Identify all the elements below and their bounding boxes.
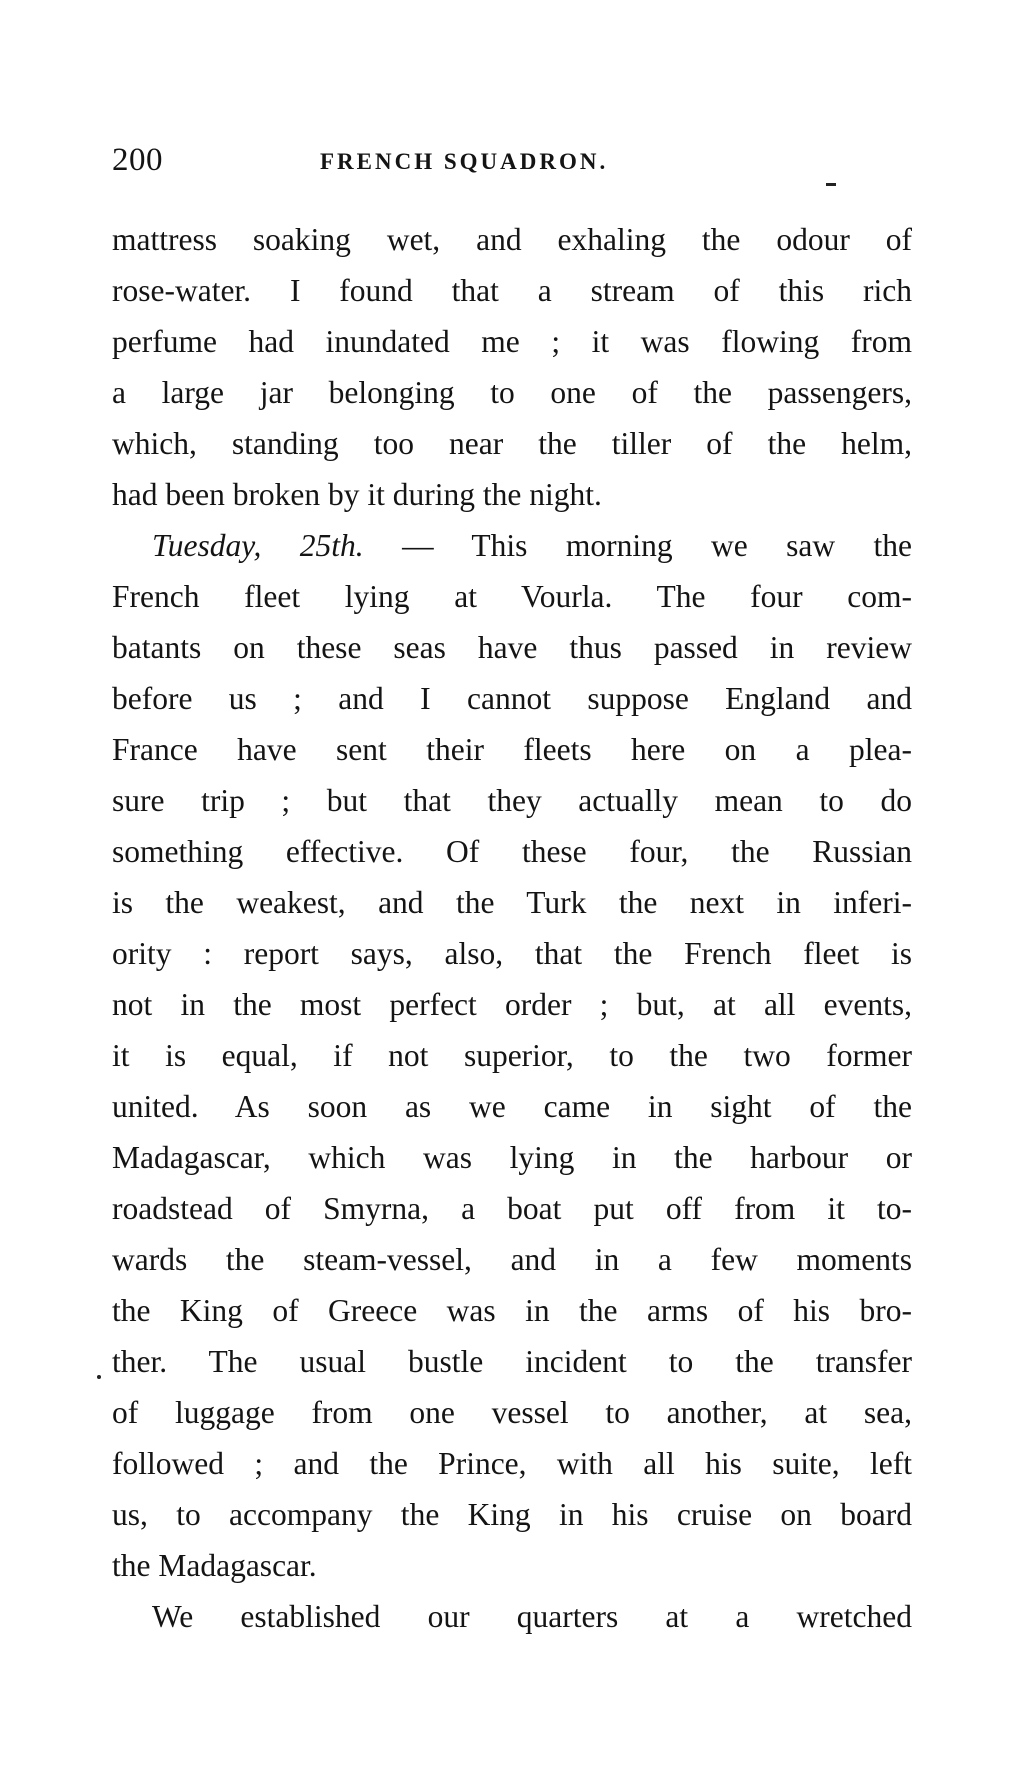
text-line: batants on these seas have thus passed in review <box>112 630 912 665</box>
text-line: ther. The usual bustle incident to the transfer <box>112 1344 912 1379</box>
running-head <box>112 140 912 180</box>
text-line: We established our quarters at a wretched <box>152 1599 912 1634</box>
page-number: 200 <box>112 142 163 178</box>
text-line: which, standing too near the tiller of the helm, <box>112 426 912 461</box>
text-line: the Madagascar. <box>112 1548 317 1583</box>
text-fragment: — This morning we saw the <box>402 528 912 563</box>
text-line: had been broken by it during the night. <box>112 477 602 512</box>
print-speck <box>97 1375 101 1379</box>
text-line: before us ; and I cannot suppose England and <box>112 681 912 716</box>
body-text <box>112 214 912 1642</box>
text-line-dated <box>112 520 912 571</box>
text-line: followed ; and the Prince, with all his suite, left <box>112 1446 912 1481</box>
text-line: ority : report says, also, that the French fleet is <box>112 936 912 971</box>
text-line: perfume had inundated me ; it was flowing from <box>112 324 912 359</box>
running-title: FRENCH SQUADRON. <box>320 149 609 174</box>
date-label: Tuesday, 25th. <box>152 528 364 563</box>
text-line: the King of Greece was in the arms of his bro- <box>112 1293 912 1328</box>
text-line: united. As soon as we came in sight of the <box>112 1089 912 1124</box>
text-line: is the weakest, and the Turk the next in inferi- <box>112 885 912 920</box>
text-line: French fleet lying at Vourla. The four com- <box>112 579 912 614</box>
text-line: rose-water. I found that a stream of this rich <box>112 273 912 308</box>
text-line: not in the most perfect order ; but, at all events, <box>112 987 912 1022</box>
text-line: us, to accompany the King in his cruise on board <box>112 1497 912 1532</box>
text-line: sure trip ; but that they actually mean to do <box>112 783 912 818</box>
text-line: a large jar belonging to one of the passengers, <box>112 375 912 410</box>
text-line: it is equal, if not superior, to the two former <box>112 1038 912 1073</box>
text-line: Madagascar, which was lying in the harbour or <box>112 1140 912 1175</box>
print-mark <box>826 183 836 186</box>
text-line: something effective. Of these four, the Russian <box>112 834 912 869</box>
text-line: roadstead of Smyrna, a boat put off from it to- <box>112 1191 912 1226</box>
text-line: mattress soaking wet, and exhaling the odour of <box>112 222 912 257</box>
text-line: France have sent their fleets here on a plea- <box>112 732 912 767</box>
text-line: wards the steam-vessel, and in a few moments <box>112 1242 912 1277</box>
text-line: of luggage from one vessel to another, at sea, <box>112 1395 912 1430</box>
